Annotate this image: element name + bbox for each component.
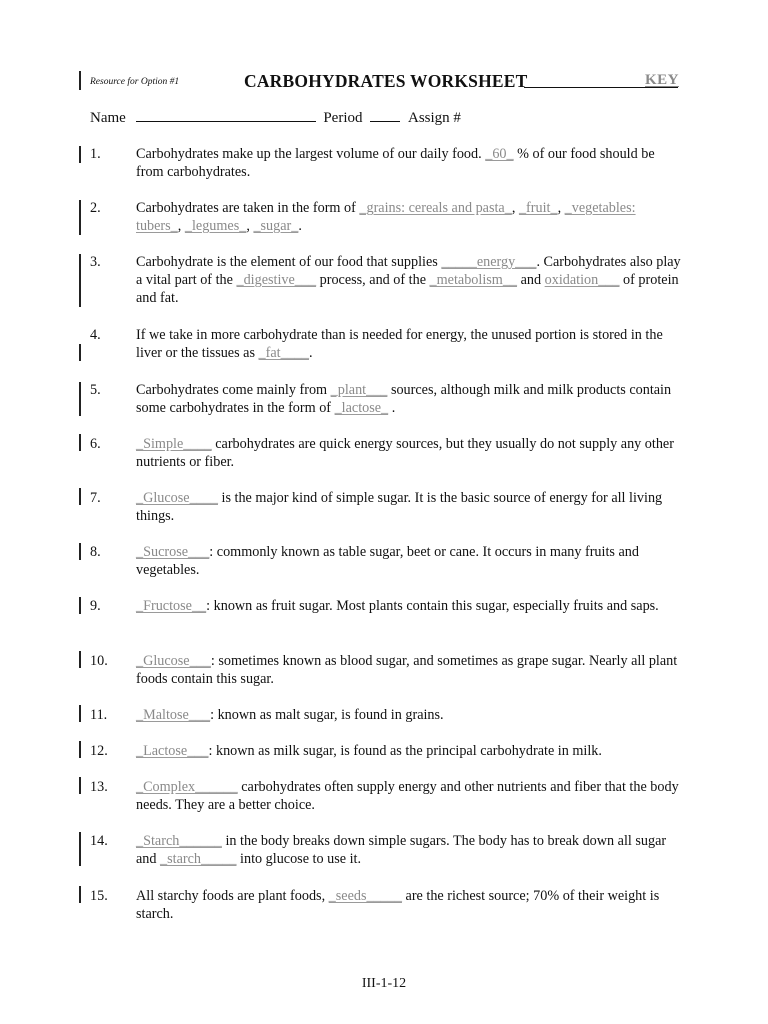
question-text-run: of protein and fat. xyxy=(136,272,679,306)
question-number: 3. xyxy=(90,254,101,270)
question-text-run: Carbohydrates are taken in the form of xyxy=(136,200,360,216)
answer-text: oxidation___ xyxy=(544,272,620,288)
answer-text: _Starch______ xyxy=(136,833,222,849)
question-text-run: is the major kind of simple sugar. It is the basic source of energy for all living things. xyxy=(136,490,663,524)
question-text-run: , xyxy=(246,218,254,234)
question-text-run: carbohydrates are quick energy sources, but they usually do not supply any other nutrients or fiber. xyxy=(136,436,674,470)
question-text-run: . Carbohydrates also play a vital part of the xyxy=(136,254,681,288)
answer-text: _metabolism__ xyxy=(429,272,518,288)
question-number: 12. xyxy=(90,743,108,759)
question-text-run: and xyxy=(517,272,545,288)
margin-bar xyxy=(79,651,81,668)
question-text xyxy=(136,199,681,235)
answer-text: _vegetables: tubers_ xyxy=(136,200,636,234)
page-number: III-1-12 xyxy=(361,976,407,991)
margin-bar xyxy=(79,543,81,560)
question-text-run: Carbohydrate is the element of our food that supplies xyxy=(136,254,442,270)
question-number: 11. xyxy=(90,707,108,723)
margin-bar xyxy=(79,146,81,163)
question-number: 9. xyxy=(90,598,101,614)
question-text-run: , xyxy=(177,218,185,234)
question-text-run: : sometimes known as blood sugar, and sometimes as grape sugar. Nearly all plant foods contain this sugar. xyxy=(136,653,678,687)
margin-bar xyxy=(79,705,81,722)
question-text-run: : known as malt sugar, is found in grains. xyxy=(210,707,444,723)
question-text-run: Carbohydrates come mainly from xyxy=(136,382,331,398)
question-text xyxy=(136,326,681,362)
question-text xyxy=(136,832,681,868)
question-text-run: are the richest source; 70% of their weight is starch. xyxy=(136,888,660,922)
question-text xyxy=(136,742,681,760)
student-info-row xyxy=(90,109,461,127)
question-text-run: : known as fruit sugar. Most plants contain this sugar, especially fruits and saps. xyxy=(206,598,659,614)
margin-bar xyxy=(79,344,81,361)
margin-bar xyxy=(79,382,81,416)
question-number: 1. xyxy=(90,146,101,162)
answer-text: _Glucose___ xyxy=(136,653,211,669)
answer-text: _legumes_ xyxy=(184,218,247,234)
worksheet-title: CARBOHYDRATES WORKSHEET xyxy=(244,71,528,91)
answer-text: _starch_____ xyxy=(160,851,237,867)
question-number: 2. xyxy=(90,200,101,216)
question-number: 5. xyxy=(90,382,101,398)
answer-text: _digestive___ xyxy=(236,272,317,288)
answer-text: _Maltose___ xyxy=(136,707,211,723)
question-text xyxy=(136,887,681,923)
margin-bar xyxy=(79,434,81,451)
question-text xyxy=(136,652,681,688)
question-text-run: All starchy foods are plant foods, xyxy=(136,888,329,904)
answer-text: _Lactose___ xyxy=(136,743,209,759)
margin-bar xyxy=(79,886,81,903)
question-text-run: : commonly known as table sugar, beet or cane. It occurs in many fruits and vegetables. xyxy=(136,544,639,578)
name-label: Name xyxy=(90,110,126,126)
margin-bar xyxy=(79,832,81,866)
question-text-run: : known as milk sugar, is found as the principal carbohydrate in milk. xyxy=(208,743,602,759)
question-text xyxy=(136,381,681,417)
question-text-run: , xyxy=(511,200,519,216)
answer-text: _lactose_ xyxy=(334,400,389,416)
question-text xyxy=(136,253,681,307)
question-text xyxy=(136,435,681,471)
question-text xyxy=(136,597,681,615)
question-text xyxy=(136,778,681,814)
question-text xyxy=(136,706,681,724)
question-number: 10. xyxy=(90,653,108,669)
answer-text: _Complex______ xyxy=(136,779,238,795)
assign-label: Assign # xyxy=(408,110,461,126)
answer-text: _fruit_ xyxy=(518,200,558,216)
question-text-run: process, and of the xyxy=(316,272,430,288)
answer-text: _____energy___ xyxy=(441,254,537,270)
answer-text: _Sucrose___ xyxy=(136,544,210,560)
question-text-run: . xyxy=(308,345,313,361)
answer-text: _fat____ xyxy=(258,345,309,361)
answer-text: _seeds_____ xyxy=(328,888,402,904)
period-label: Period xyxy=(323,110,363,126)
question-number: 8. xyxy=(90,544,101,560)
answer-text: _plant___ xyxy=(330,382,388,398)
answer-text: _Glucose____ xyxy=(136,490,218,506)
answer-text: _Simple____ xyxy=(136,436,212,452)
question-text-run: % of our food should be from carbohydrates. xyxy=(136,146,655,180)
worksheet-header xyxy=(0,62,768,102)
question-text-run: If we take in more carbohydrate than is needed for energy, the unused portion is stored in the liver or the tissues as xyxy=(136,327,663,361)
answer-text: _Fructose__ xyxy=(136,598,207,614)
name-blank xyxy=(136,109,316,122)
question-text-run: carbohydrates often supply energy and other nutrients and fiber that the body needs. They are a better choice. xyxy=(136,779,679,813)
answer-key-label: KEY xyxy=(645,72,680,88)
question-number: 4. xyxy=(90,327,101,343)
question-number: 6. xyxy=(90,436,101,452)
question-number: 13. xyxy=(90,779,108,795)
answer-text: _60_ xyxy=(485,146,514,162)
question-text-run: into glucose to use it. xyxy=(236,851,362,867)
question-text xyxy=(136,543,681,579)
question-text-run: in the body breaks down simple sugars. The body has to break down all sugar and xyxy=(136,833,667,867)
question-number: 7. xyxy=(90,490,101,506)
margin-bar xyxy=(79,777,81,794)
margin-bar xyxy=(79,200,81,235)
question-text-run: . xyxy=(298,218,302,234)
margin-bar xyxy=(79,488,81,505)
answer-text: _grains: cereals and pasta_ xyxy=(359,200,512,216)
question-text-run: . xyxy=(388,400,396,416)
question-text-run: sources, although milk and milk products contain some carbohydrates in the form of xyxy=(136,382,672,416)
margin-bar xyxy=(79,597,81,614)
question-text-run: Carbohydrates make up the largest volume of our daily food. xyxy=(136,146,486,162)
margin-bar xyxy=(79,254,81,307)
question-text xyxy=(136,145,681,181)
question-text-run: , xyxy=(557,200,565,216)
answer-text: _sugar_ xyxy=(253,218,299,234)
question-number: 15. xyxy=(90,888,108,904)
margin-bar xyxy=(79,741,81,758)
period-blank xyxy=(370,109,400,122)
resource-label: Resource for Option #1 xyxy=(90,77,180,87)
question-text xyxy=(136,489,681,525)
question-number: 14. xyxy=(90,833,108,849)
